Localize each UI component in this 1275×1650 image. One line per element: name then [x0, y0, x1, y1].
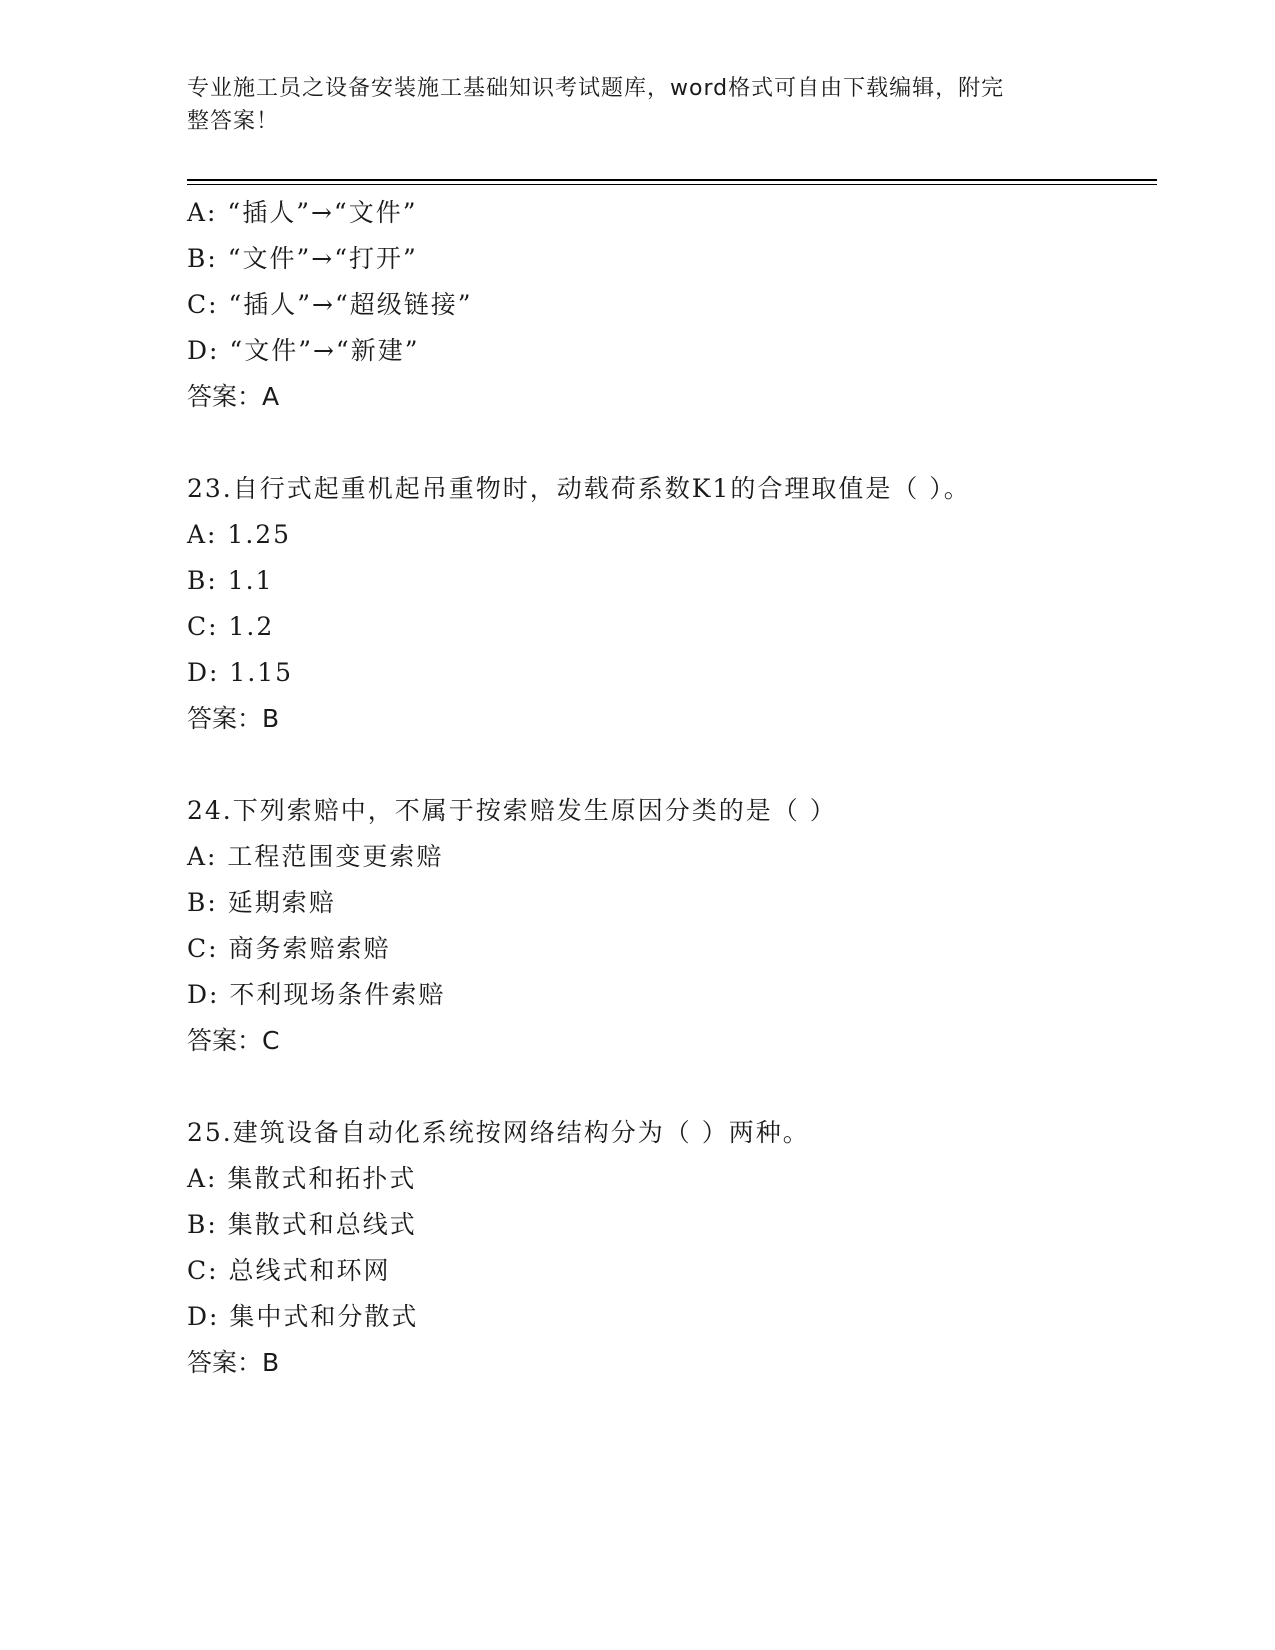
- question-text: 23.自行式起重机起吊重物时，动载荷系数K1的合理取值是（ ）。: [187, 474, 971, 503]
- document-header: [187, 72, 1067, 138]
- option-a: A: 集散式和拓扑式: [187, 1164, 417, 1193]
- option-b: B: 延期索赔: [187, 888, 336, 917]
- question-block: [187, 466, 1157, 742]
- question-text: 24.下列索赔中，不属于按索赔发生原因分类的是（ ）: [187, 796, 837, 825]
- question-text: 25.建筑设备自动化系统按网络结构分为（ ）两种。: [187, 1118, 810, 1147]
- spacer: [187, 742, 1157, 788]
- option-b: B: 集散式和总线式: [187, 1210, 417, 1239]
- option-d: D: 集中式和分散式: [187, 1302, 419, 1331]
- question-list: [187, 190, 1157, 1386]
- option-d: D: 1.15: [187, 658, 294, 687]
- header-line-2: 整答案！: [187, 109, 280, 134]
- question-block: [187, 190, 1157, 420]
- option-a: A: 工程范围变更索赔: [187, 842, 444, 871]
- option-c: C: “插人”→“超级链接”: [187, 290, 473, 319]
- option-c: C: 总线式和环网: [187, 1256, 391, 1285]
- answer: 答案：B: [187, 704, 280, 733]
- spacer: [187, 1064, 1157, 1110]
- header-line-1: 专业施工员之设备安装施工基础知识考试题库，word格式可自由下载编辑，附完: [187, 76, 1005, 101]
- option-d: D: 不利现场条件索赔: [187, 980, 446, 1009]
- question-block: [187, 788, 1157, 1064]
- question-block: [187, 1110, 1157, 1386]
- option-c: C: 商务索赔索赔: [187, 934, 391, 963]
- option-b: B: 1.1: [187, 566, 274, 595]
- option-b: B: “文件”→“打开”: [187, 244, 418, 273]
- answer: 答案：C: [187, 1026, 280, 1055]
- answer: 答案：A: [187, 382, 280, 411]
- header-divider-thin: [187, 184, 1157, 185]
- option-c: C: 1.2: [187, 612, 275, 641]
- option-d: D: “文件”→“新建”: [187, 336, 420, 365]
- header-divider-thick: [187, 179, 1157, 181]
- answer: 答案：B: [187, 1348, 280, 1377]
- option-a: A: 1.25: [187, 520, 292, 549]
- option-a: A: “插人”→“文件”: [187, 198, 418, 227]
- spacer: [187, 420, 1157, 466]
